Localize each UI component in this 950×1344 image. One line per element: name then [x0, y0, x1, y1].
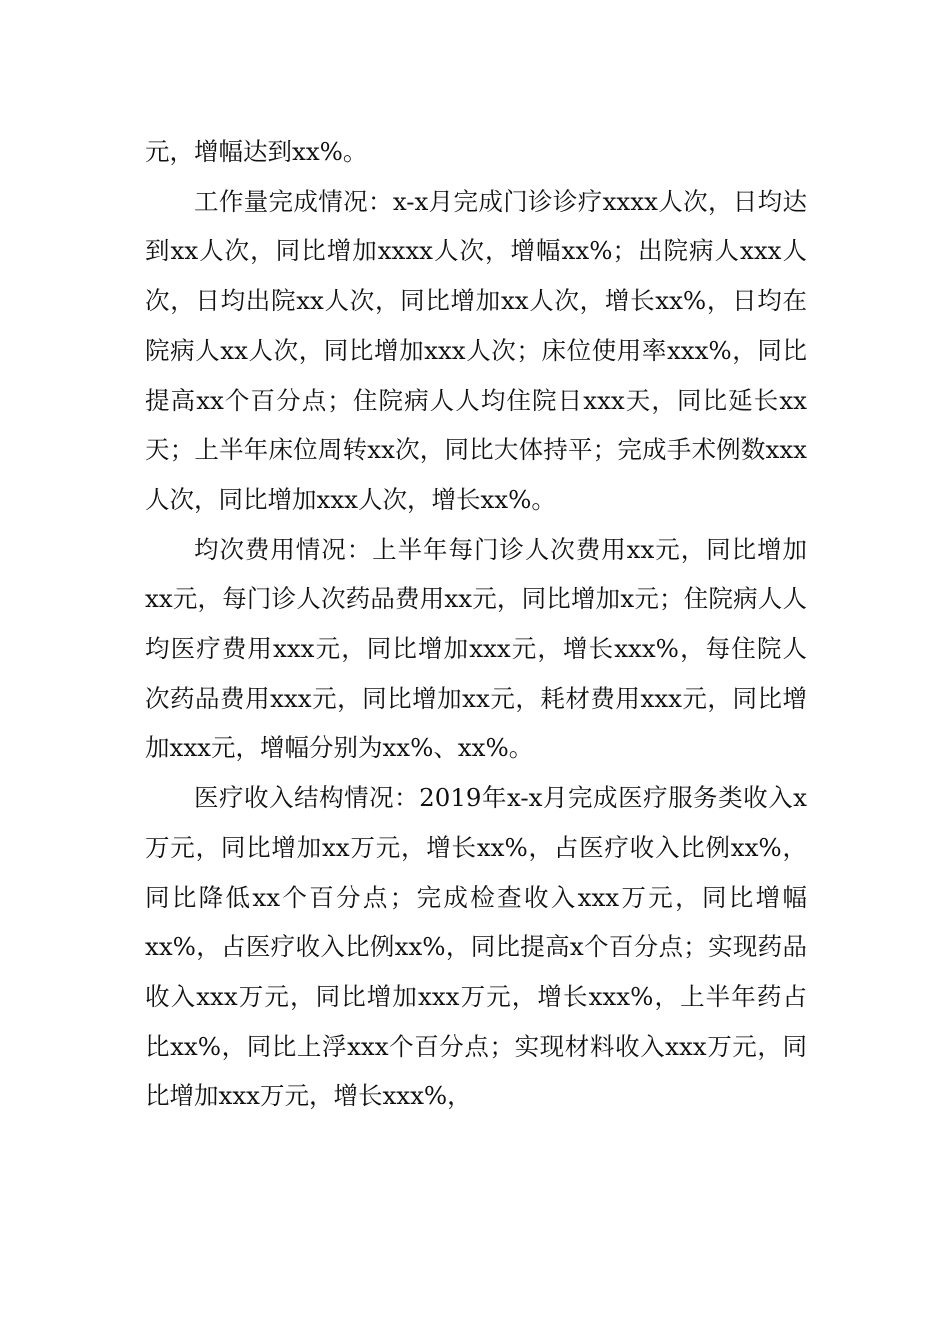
paragraph-continued: 元，增幅达到xx%。: [145, 137, 368, 166]
paragraph-revenue-structure: 医疗收入结构情况：2019年x-x月完成医疗服务类收入x万元，同比增加xx万元，增长xx%，占医疗收入比例xx%，同比降低xx个百分点；完成检查收入xxx万元，同比增幅xx%，占医疗收入比例xx%，同比提高x个百分点；实现药品收入xxx万元，同比增加xxx万元，增长xxx%，上半年药占比xx%，同比上浮xxx个百分点；实现材料收入xxx万元，同比增加xxx万元，增长xxx%，: [145, 783, 807, 1111]
paragraph-workload: 工作量完成情况：x-x月完成门诊诊疗xxxx人次，日均达到xx人次，同比增加xxxx人次，增幅xx%；出院病人xxx人次，日均出院xx人次，同比增加xx人次，增长xx%，日均在院病人xx人次，同比增加xxx人次；床位使用率xxx%，同比提高xx个百分点；住院病人人均住院日xxx天，同比延长xx天；上半年床位周转xx次，同比大体持平；完成手术例数xxx人次，同比增加xxx人次，增长xx%。: [145, 186, 807, 514]
document-body: [145, 127, 807, 1121]
paragraph-average-cost: 均次费用情况：上半年每门诊人次费用xx元，同比增加xx元，每门诊人次药品费用xx元，同比增加x元；住院病人人均医疗费用xxx元，同比增加xxx元，增长xxx%，每住院人次药品费用xxx元，同比增加xx元，耗材费用xxx元，同比增加xxx元，增幅分别为xx%、xx%。: [145, 534, 807, 763]
